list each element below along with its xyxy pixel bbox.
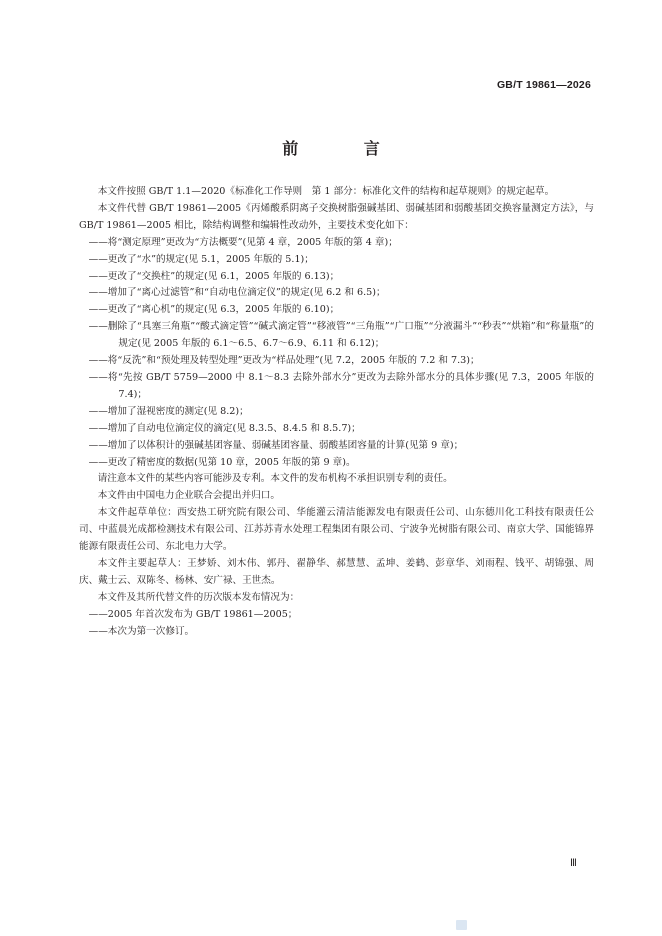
change-item: ——删除了“具塞三角瓶”“酸式滴定管”“碱式滴定管”“移液管”“三角瓶”“广口瓶”“分液漏斗”“秒表”“烘箱”和“称量瓶”的规定(见 2005 年版的 6.1～6.5、6.7～6.9、6.11 和 6.12)； bbox=[88, 321, 594, 350]
paragraph-history-intro: 本文件及其所代替文件的历次版本发布情况为： bbox=[97, 591, 300, 603]
change-item: ——增加了自动电位滴定仪的滴定(见 8.3.5、8.4.5 和 8.5.7)； bbox=[88, 422, 361, 434]
change-item: ——增加了湿视密度的测定(见 8.2)； bbox=[88, 405, 249, 417]
change-item: ——增加了“离心过滤管”和“自动电位滴定仪”的规定(见 6.2 和 6.5)； bbox=[88, 287, 386, 299]
standard-code: GB/T 19861—2026 bbox=[496, 79, 591, 91]
paragraph-replacement: 本文件代替 GB/T 19861—2005《丙烯酸系阴离子交换树脂强碱基团、弱碱基团和弱酸基团交换容量测定方法》，与 GB/T 19861—2005 相比，除结构调整和编辑性改动外，主要技术变化如下： bbox=[79, 202, 594, 231]
paragraph-patent-notice: 请注意本文件的某些内容可能涉及专利。本文件的发布机构不承担识别专利的责任。 bbox=[97, 473, 453, 485]
paragraph-drafting-units: 本文件起草单位：西安热工研究院有限公司、华能灌云清洁能源发电有限责任公司、山东德川化工科技有限责任公司、中蓝晨光成都检测技术有限公司、江苏苏青水处理工程集团有限公司、宁波争光树脂有限公司、南京大学、国能锦界能源有限责任公司、东北电力大学。 bbox=[79, 507, 594, 553]
watermark-logo bbox=[456, 920, 467, 930]
page-number: Ⅲ bbox=[570, 858, 577, 869]
change-item: ——更改了“交换柱”的规定(见 6.1，2005 年版的 6.13)； bbox=[88, 270, 340, 282]
document-body bbox=[79, 184, 594, 640]
history-item: ——本次为第一次修订。 bbox=[88, 625, 195, 637]
change-item: ——将“先按 GB/T 5759—2000 中 8.1～8.3 去除外部水分”更改为去除外部水分的具体步骤(见 7.3，2005 年版的 7.4)； bbox=[88, 371, 594, 400]
paragraph-drafting-rules: 本文件按照 GB/T 1.1—2020《标准化工作导则 第 1 部分：标准化文件的结构和起草规则》的规定起草。 bbox=[97, 186, 555, 197]
page-title: 前 言 bbox=[282, 139, 410, 158]
change-item: ——更改了“水”的规定(见 5.1，2005 年版的 5.1)； bbox=[88, 253, 314, 265]
change-item: ——更改了精密度的数据(见第 10 章，2005 年版的第 9 章)。 bbox=[88, 456, 356, 468]
paragraph-drafters: 本文件主要起草人：王梦娇、刘木伟、郭丹、翟静华、郝慧慧、孟坤、姜鹤、彭章华、刘雨程、钱平、胡锦强、周庆、戴士云、双陈冬、杨林、安广禄、王世杰。 bbox=[79, 557, 594, 586]
change-item: ——更改了“离心机”的规定(见 6.3，2005 年版的 6.10)； bbox=[88, 304, 340, 316]
change-item: ——增加了以体积计的强碱基团容量、弱碱基团容量、弱酸基团容量的计算(见第 9 章)； bbox=[88, 439, 464, 451]
paragraph-proposer: 本文件由中国电力企业联合会提出并归口。 bbox=[97, 490, 280, 502]
history-item: ——2005 年首次发布为 GB/T 19861—2005； bbox=[88, 608, 298, 620]
change-item: ——将“反洗”和“预处理及转型处理”更改为“样品处理”(见 7.2，2005 年版的 7.2 和 7.3)； bbox=[88, 355, 480, 367]
change-item: ——将“测定原理”更改为“方法概要”(见第 4 章，2005 年版的第 4 章)； bbox=[88, 236, 398, 248]
